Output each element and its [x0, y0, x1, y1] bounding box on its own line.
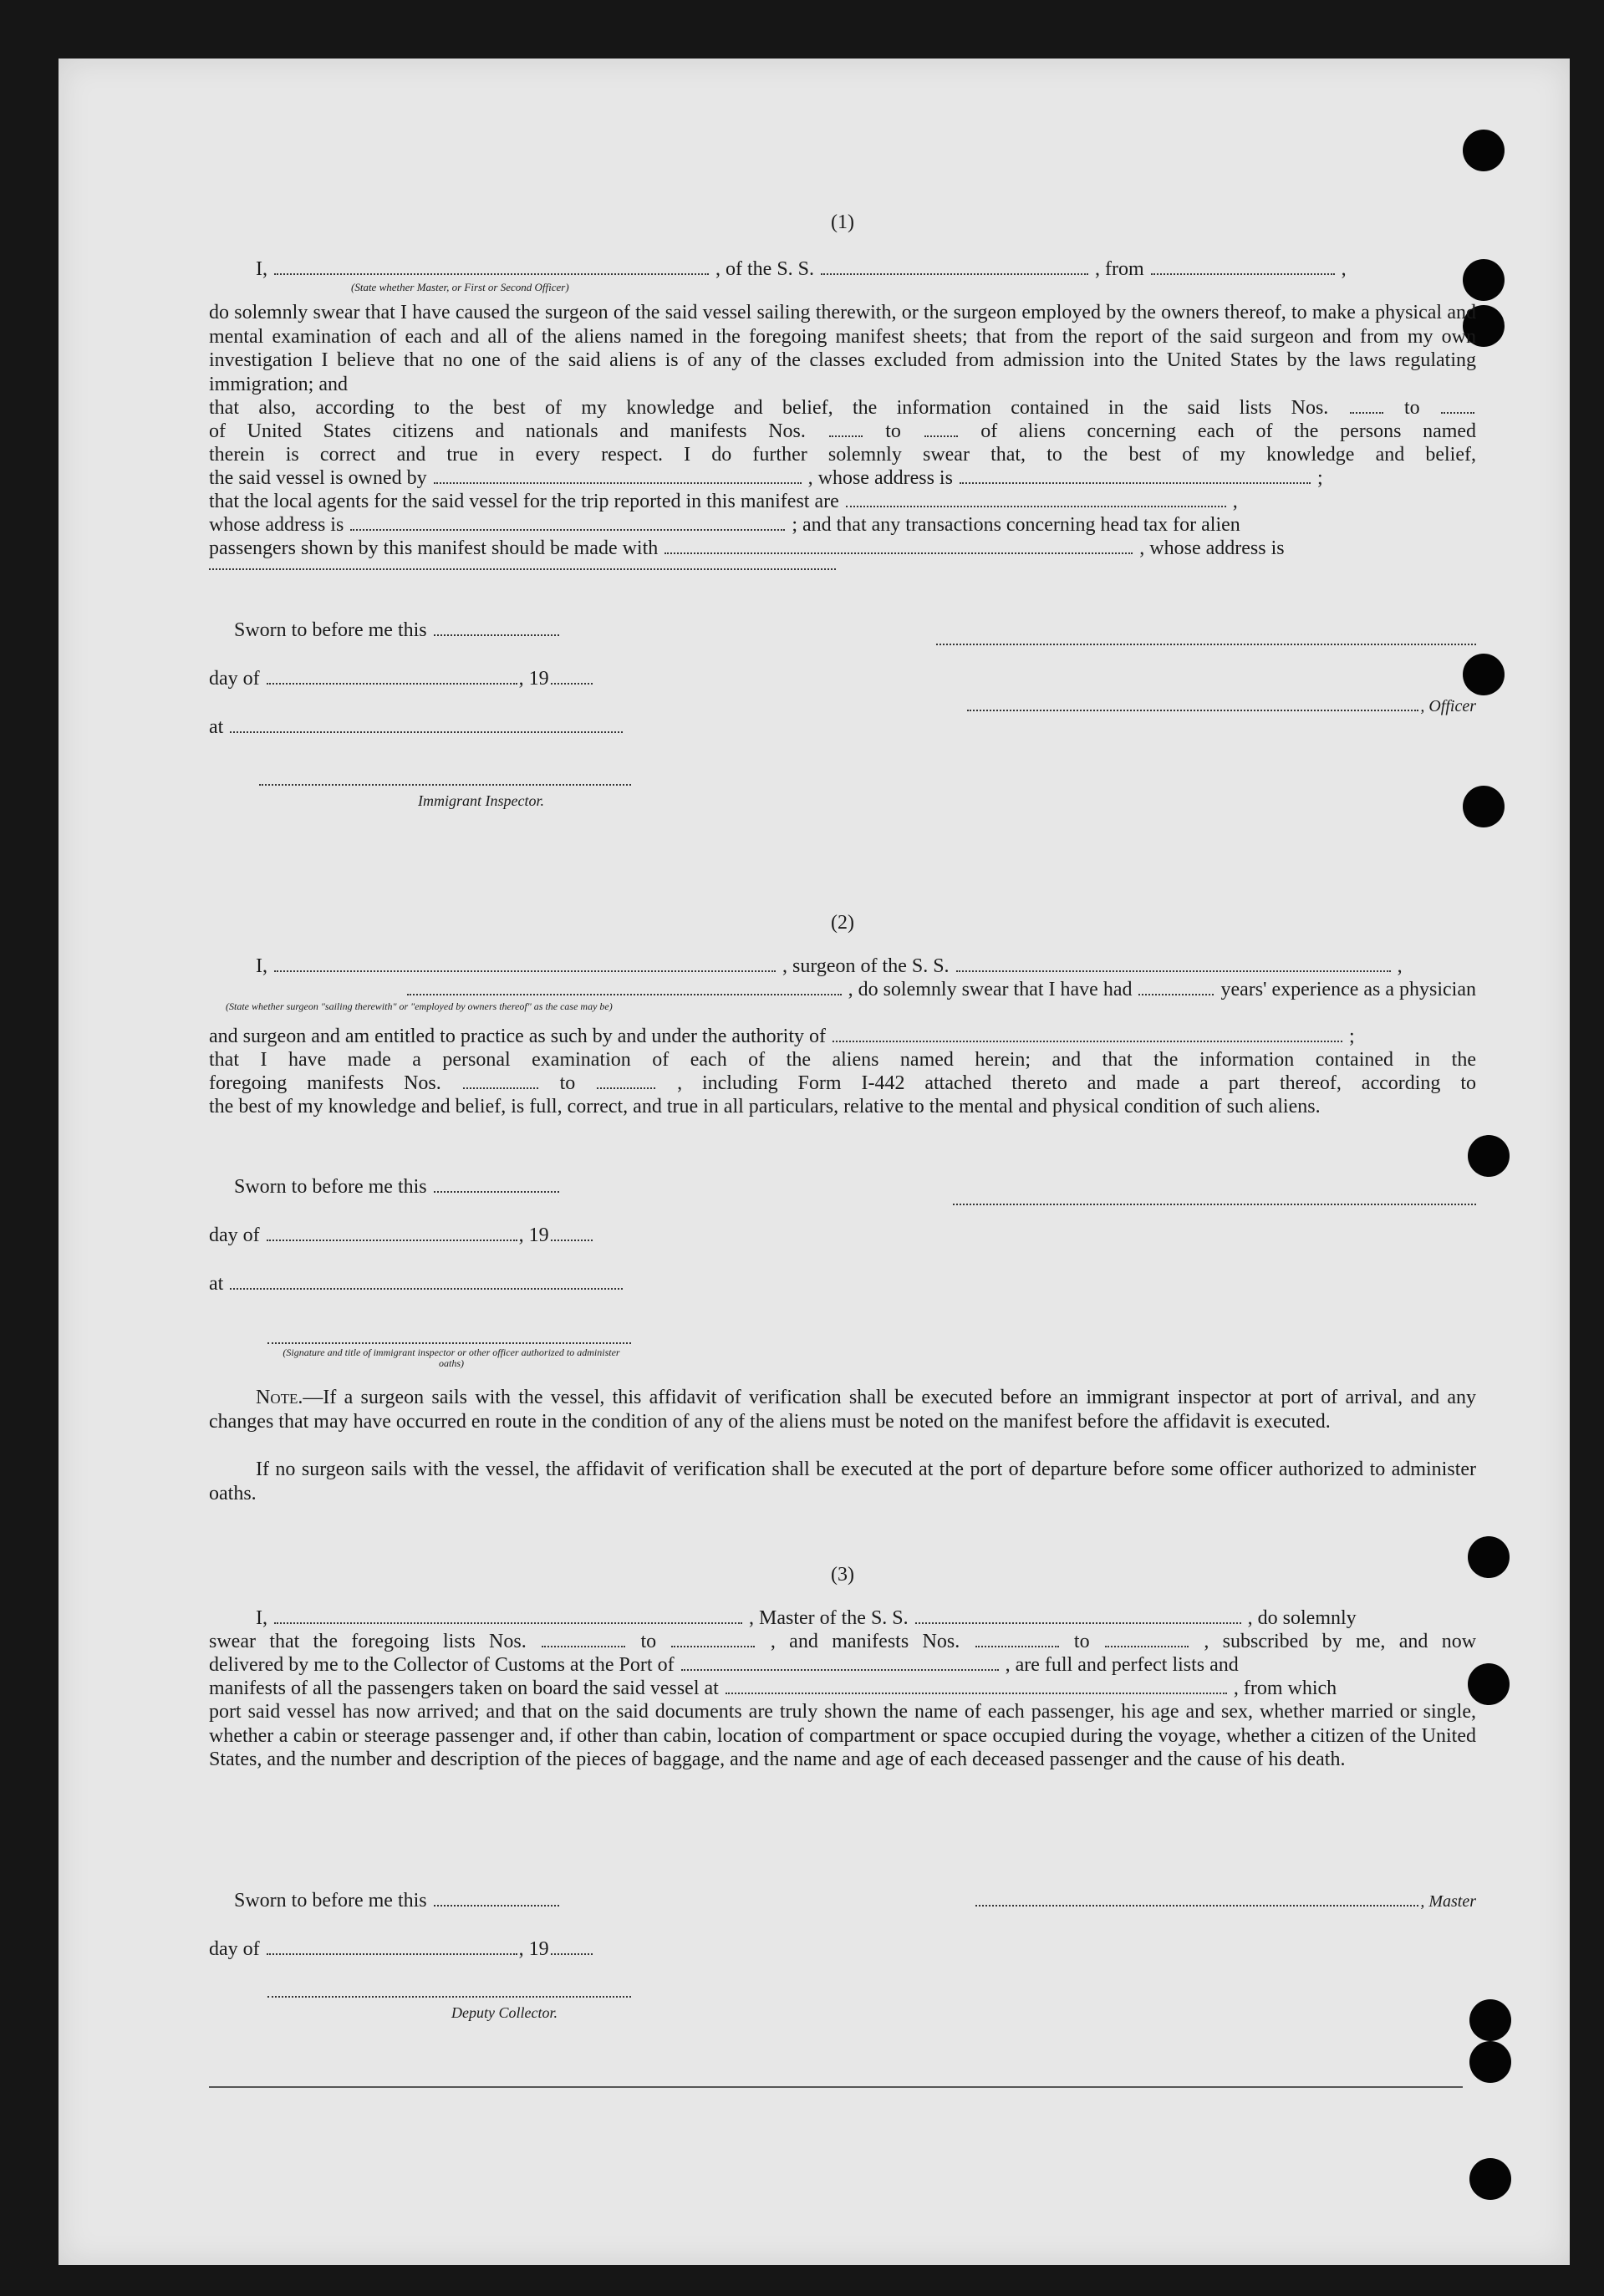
affidavit-surgeon: [209, 894, 1476, 1530]
section-number: (2): [831, 912, 854, 934]
text: ;: [1349, 1026, 1355, 1047]
text: ,: [1397, 955, 1403, 977]
text: , of the S. S.: [715, 258, 815, 280]
officer-label: , Officer: [1420, 697, 1476, 715]
text: , Master of the S. S.: [749, 1607, 909, 1629]
text: and surgeon and am entitled to practice as such by and under the authority of: [209, 1026, 826, 1047]
master-note: (State whether Master, or First or Second Officer): [351, 281, 569, 293]
surgeon-manifests-from-field[interactable]: [463, 1072, 538, 1089]
text: I,: [256, 1607, 267, 1629]
sworn-label: Sworn to before me this: [234, 1176, 427, 1198]
text: ,: [1341, 258, 1347, 280]
text: , from: [1095, 258, 1144, 280]
administering-officer-signature-line[interactable]: [267, 1342, 631, 1344]
text: ; and that any transactions concerning head tax for alien: [792, 514, 1240, 536]
sworn-day-field[interactable]: [434, 619, 559, 636]
month-field[interactable]: [267, 1224, 517, 1241]
authority-field[interactable]: [833, 1026, 1342, 1042]
day-of-label: day of: [209, 1938, 260, 1960]
manifests-to-field[interactable]: [924, 420, 958, 437]
inspector-label: Immigrant Inspector.: [418, 792, 544, 809]
section-number: (1): [831, 211, 854, 233]
port-field[interactable]: [681, 1654, 999, 1671]
text: , including Form I-442 attached thereto and made a part thereof, according to: [677, 1072, 1476, 1094]
text: therein is correct and true in every respect. I do further solemnly swear that, to the best of my knowledge and belief,: [209, 444, 1476, 466]
inspector-signature-line[interactable]: [259, 784, 631, 786]
lists-to-field[interactable]: [1441, 397, 1474, 414]
surgeon-vessel-field[interactable]: [956, 955, 1391, 972]
manifest-back-sheet: [59, 59, 1570, 2265]
owner-address-field[interactable]: [960, 467, 1311, 484]
punch-hole-11: [1469, 2158, 1511, 2200]
address-continuation-line[interactable]: [209, 568, 836, 570]
year-label: , 19: [518, 668, 549, 690]
text: I,: [256, 955, 267, 977]
owner-field[interactable]: [434, 467, 802, 484]
from-port-field[interactable]: [1151, 258, 1335, 275]
text: that the local agents for the said vessel for the trip reported in this manifest are: [209, 491, 839, 512]
sworn-day-field[interactable]: [434, 1176, 559, 1193]
text: the said vessel is owned by: [209, 467, 427, 489]
year-field[interactable]: [551, 668, 593, 685]
text: to: [640, 1631, 657, 1652]
at-label: at: [209, 1273, 224, 1295]
text: , surgeon of the S. S.: [782, 955, 950, 977]
master-label: , Master: [1420, 1892, 1476, 1911]
lists-from-field[interactable]: [1350, 397, 1383, 414]
surgeon-note: (State whether surgeon "sailing therewith" or "employed by owners thereof" as the case may be): [226, 1000, 613, 1012]
sworn-label: Sworn to before me this: [234, 619, 427, 641]
note-label: Note.: [256, 1387, 303, 1408]
manifests-from-field[interactable]: [975, 1631, 1059, 1647]
text: to: [885, 420, 901, 442]
manifests-from-field[interactable]: [829, 420, 863, 437]
place-field[interactable]: [230, 1273, 623, 1290]
years-experience-field[interactable]: [1138, 979, 1214, 995]
master-vessel-field[interactable]: [915, 1607, 1241, 1624]
surgeon-signature-line[interactable]: [953, 1204, 1476, 1205]
day-of-label: day of: [209, 1224, 260, 1246]
bottom-rule: [209, 2086, 1463, 2088]
agents-field[interactable]: [846, 491, 1226, 507]
text: that also, according to the best of my knowledge and belief, the information contained in the said lists Nos.: [209, 397, 1329, 419]
at-label: at: [209, 716, 224, 738]
signature-note: (Signature and title of immigrant inspector or other officer authorized to administer oaths): [283, 1347, 620, 1369]
embark-port-field[interactable]: [726, 1677, 1227, 1694]
day-of-label: day of: [209, 668, 260, 690]
text: to: [1404, 397, 1420, 419]
master-name-field[interactable]: [274, 1607, 742, 1624]
master-signature-field[interactable]: [975, 1890, 1418, 1907]
agents-address-field[interactable]: [350, 514, 785, 531]
place-field[interactable]: [230, 716, 623, 733]
text: whose address is: [209, 514, 344, 536]
manifests-to-field[interactable]: [1105, 1631, 1189, 1647]
officer-signature-line[interactable]: [936, 644, 1476, 645]
lists-to-field[interactable]: [671, 1631, 755, 1647]
head-tax-agent-field[interactable]: [665, 537, 1133, 554]
surgeon-name-field[interactable]: [274, 955, 776, 972]
text: , subscribed by me, and now: [1204, 1631, 1476, 1652]
surgeon-capacity-field[interactable]: [407, 979, 842, 995]
note-paragraph: [209, 1386, 1476, 1433]
text: , whose address is: [807, 467, 953, 489]
affidavit-master-customs: [209, 1555, 1476, 2098]
text: ;: [1316, 467, 1323, 489]
deputy-label: Deputy Collector.: [451, 2004, 558, 2021]
text: , do solemnly: [1247, 1607, 1357, 1629]
text: , whose address is: [1139, 537, 1285, 559]
year-field[interactable]: [551, 1224, 593, 1241]
year-label: , 19: [518, 1224, 549, 1246]
text: to: [1073, 1631, 1090, 1652]
text: that I have made a personal examination of each of the aliens named herein; and that the information contained in the: [209, 1049, 1476, 1071]
year-label: , 19: [518, 1938, 549, 1960]
month-field[interactable]: [267, 668, 517, 685]
affidavit-master: [209, 150, 1476, 819]
text: passengers shown by this manifest should be made with: [209, 537, 659, 559]
text: foregoing manifests Nos.: [209, 1072, 441, 1094]
text: of aliens concerning each of the persons named: [980, 420, 1476, 442]
text: I,: [256, 258, 267, 280]
text: , and manifests Nos.: [770, 1631, 960, 1652]
note-paragraph-2: If no surgeon sails with the vessel, the affidavit of verification shall be executed at the port of departure before some officer authorized to administer oaths.: [209, 1459, 1476, 1504]
month-field[interactable]: [267, 1938, 517, 1955]
surgeon-manifests-to-field[interactable]: [597, 1072, 655, 1089]
officer-title-field[interactable]: [967, 695, 1418, 711]
paragraph: port said vessel has now arrived; and that on the said documents are truly shown the name of each passenger, his age and sex, whether married or single, whether a cabin or steerage passenger and, if other than cabin, location of compartment or space occupied during the voyage, whether a citizen of the United States, and the number and description of the pieces of baggage, and the name and age of each deceased passenger and the cause of his death.: [209, 1701, 1476, 1770]
text: years' experience as a physician: [1220, 979, 1476, 1000]
officer-name-field[interactable]: [274, 258, 709, 275]
paragraph: do solemnly swear that I have caused the surgeon of the said vessel sailing therewith, or the surgeon employed by the owners thereof, to make a physical and mental examination of each and all of the aliens named in the foregoing manifest sheets; that from the report of the said surgeon and from my own investigation I believe that no one of the said aliens is of any of the classes excluded from admission into the United States by the laws regulating immigration; and: [209, 302, 1476, 395]
year-field[interactable]: [551, 1938, 593, 1955]
text: ,: [1232, 491, 1238, 512]
text: to: [559, 1072, 576, 1094]
sworn-day-field[interactable]: [434, 1890, 559, 1907]
text: the best of my knowledge and belief, is full, correct, and true in all particulars, relative to the mental and physical condition of such aliens.: [209, 1096, 1321, 1117]
text: manifests of all the passengers taken on board the said vessel at: [209, 1677, 719, 1699]
text: , from which: [1233, 1677, 1337, 1699]
sworn-label: Sworn to before me this: [234, 1890, 427, 1912]
text: , do solemnly swear that I have had: [848, 979, 1133, 1000]
note-text: —If a surgeon sails with the vessel, this affidavit of verification shall be executed before an immigrant inspector at port of arrival, and any changes that may have occurred en route in the condition of any of the aliens must be noted on the manifest before the affidavit is executed.: [209, 1387, 1476, 1433]
text: , are full and perfect lists and: [1005, 1654, 1239, 1676]
lists-from-field[interactable]: [542, 1631, 625, 1647]
vessel-name-field[interactable]: [821, 258, 1088, 275]
deputy-collector-signature-line[interactable]: [267, 1996, 631, 1998]
text: swear that the foregoing lists Nos.: [209, 1631, 527, 1652]
text: of United States citizens and nationals and manifests Nos.: [209, 420, 806, 442]
text: delivered by me to the Collector of Customs at the Port of: [209, 1654, 675, 1676]
section-number: (3): [831, 1564, 854, 1586]
